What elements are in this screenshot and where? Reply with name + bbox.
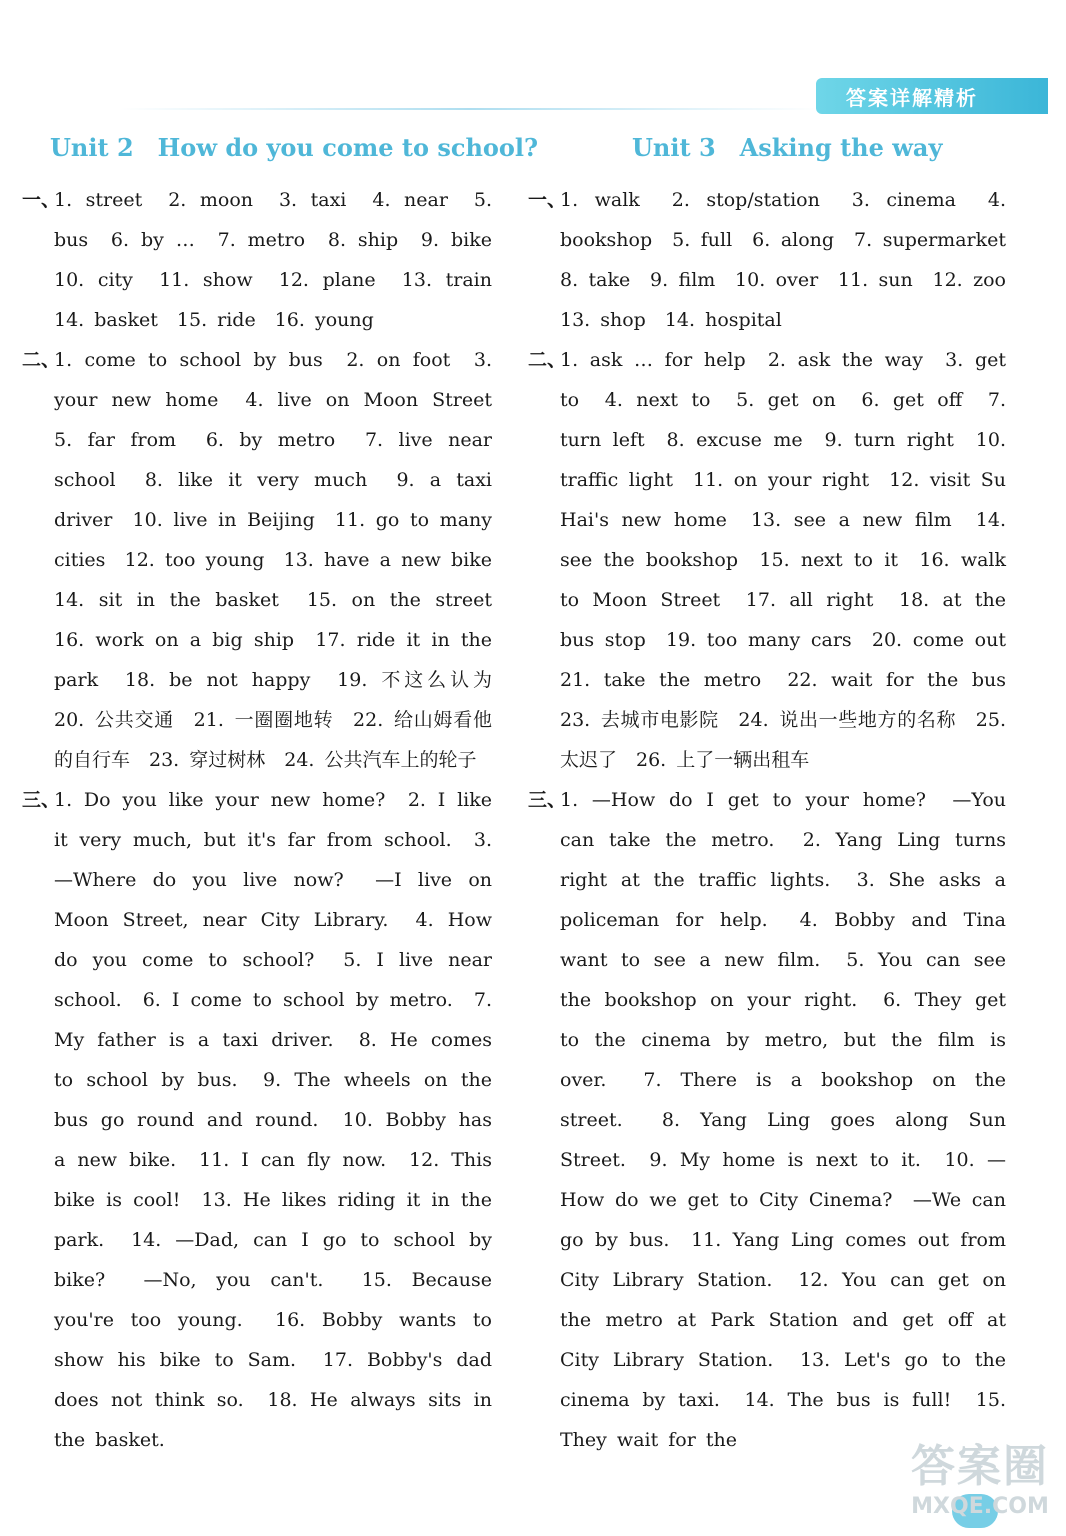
unit-3-section-2 <box>528 340 1026 780</box>
watermark-logo <box>900 1440 1060 1536</box>
header-tab: 答案详解精析 <box>816 78 1048 114</box>
section-marker: 三、 <box>528 789 567 811</box>
section-marker: 二、 <box>22 349 61 371</box>
section-text: 1. Do you like your new home? 2. I like it very much, but it's far from school. 3. —Where do you live now? —I live on Moon Street, near City Library. 4. How do you come to school? 5. I live near school. 6. I come to school by metro. 7. My father is a taxi driver. 8. He comes to school by bus. 9. The wheels on the bus go round and round. 10. Bobby has a new bike. 11. I can fly now. 12. This bike is cool! 13. He likes riding it in the park. 14. —Dad, can I go to school by bike? —No, you can't. 15. Because you're too young. 16. Bobby wants to show his bike to Sam. 17. Bobby's dad does not think so. 18. He always sits in the basket. <box>54 789 492 1451</box>
unit-2-section-2 <box>22 340 512 780</box>
section-text: 1. street 2. moon 3. taxi 4. near 5. bus 6. by … 7. metro 8. ship 9. bike 10. city 11. show 12. plane 13. train 14. basket 15. ride 16. young <box>54 189 512 331</box>
section-text: 1. ask … for help 2. ask the way 3. get to 4. next to 5. get on 6. get off 7. turn left 8. excuse me 9. turn right 10. traffic light 11. on your right 12. visit Su Hai's new home 13. see a new film 14. see the bookshop 15. next to it 16. walk to Moon Street 17. all right 18. at the bus stop 19. too many cars 20. come out 21. take the metro 22. wait for the bus 23. 去城市电影院 24. 说出一些地方的名称 25. 太迟了 26. 上了一辆出租车 <box>560 349 1026 771</box>
watermark-logo-text: 答案圈 <box>911 1441 1049 1492</box>
section-text: 1. walk 2. stop/station 3. cinema 4. bookshop 5. full 6. along 7. supermarket 8. take 9. film 10. over 11. sun 12. zoo 13. shop 14. hospital <box>560 189 1026 331</box>
unit-3-title: Unit 3 Asking the way <box>632 133 943 162</box>
unit-2-section-3 <box>22 780 492 1460</box>
unit-2-title: Unit 2 How do you come to school? <box>50 133 539 162</box>
section-text: 1. come to school by bus 2. on foot 3. your new home 4. live on Moon Street 5. far from 6. by metro 7. live near school 8. like it very much 9. a taxi driver 10. live in Beijing 11. go to many cities 12. too young 13. have a new bike 14. sit in the basket 15. on the street 16. work on a big ship 17. ride it in the park 18. be not happy 19. 不这么认为 20. 公共交通 21. 一圈圈地转 22. 给山姆看他的自行车 23. 穿过树林 24. 公共汽车上的轮子 <box>54 349 512 771</box>
unit-3-section-3 <box>528 780 1006 1460</box>
section-text: 1. —How do I get to your home? —You can take the metro. 2. Yang Ling turns right at the traffic lights. 3. She asks a policeman for help. 4. Bobby and Tina want to see a new film. 5. You can see the bookshop on your right. 6. They get to the cinema by metro, but the film is over. 7. There is a bookshop on the street. 8. Yang Ling goes along Sun Street. 9. My home is next to it. 10. —How do we get to City Cinema? —We can go by bus. 11. Yang Ling comes out from City Library Station. 12. You can get on the metro at Park Station and get off at City Library Station. 13. Let's go to the cinema by taxi. 14. The bus is full! 15. They wait for the <box>560 789 1006 1451</box>
left-column <box>22 126 539 1460</box>
right-column <box>528 126 1026 1460</box>
section-marker: 一、 <box>22 189 61 211</box>
unit-3-section-1 <box>528 180 1026 340</box>
section-marker: 一、 <box>528 189 567 211</box>
section-marker: 二、 <box>528 349 567 371</box>
header-rule <box>120 108 820 110</box>
watermark-url: MXQE.COM <box>911 1494 1049 1519</box>
unit-2-section-1 <box>22 180 512 340</box>
section-marker: 三、 <box>22 789 61 811</box>
